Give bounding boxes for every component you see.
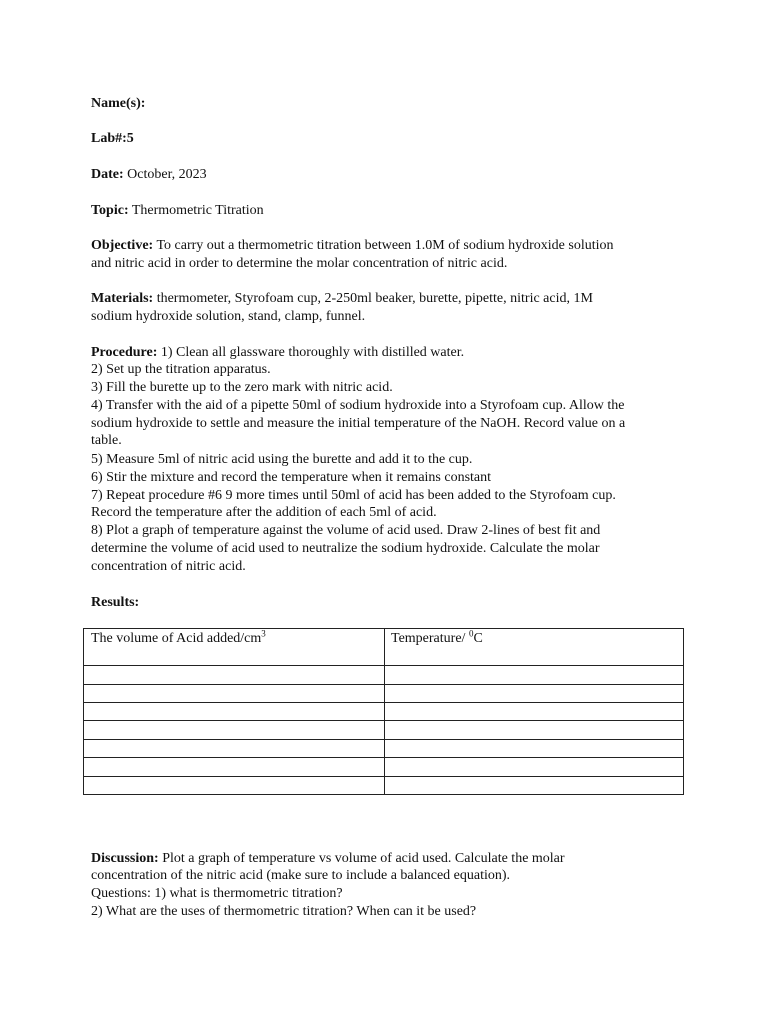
results-table xyxy=(83,628,684,795)
procedure-line-8: 6) Stir the mixture and record the temperature when it remains constant xyxy=(91,470,492,485)
objective-line-2: and nitric acid in order to determine the molar concentration of nitric acid. xyxy=(91,256,508,271)
procedure-line-6: table. xyxy=(91,433,122,448)
procedure-line-12: determine the volume of acid used to neutralize the sodium hydroxide. Calculate the molar xyxy=(91,541,600,556)
procedure-line-13: concentration of nitric acid. xyxy=(91,559,246,574)
table-row-border xyxy=(84,757,683,758)
topic-line: Topic: Thermometric Titration xyxy=(91,203,264,218)
procedure-line-3: 3) Fill the burette up to the zero mark with nitric acid. xyxy=(91,380,393,395)
table-row-border xyxy=(84,702,683,703)
names-label: Name(s): xyxy=(91,96,146,111)
table-header-volume: The volume of Acid added/$cm^3$ xyxy=(91,628,266,646)
procedure-line-11: 8) Plot a graph of temperature against the volume of acid used. Draw 2-lines of best fit and xyxy=(91,523,601,538)
table-row-border xyxy=(84,665,683,666)
discussion-line-1: Discussion: Plot a graph of temperature vs volume of acid used. Calculate the molar xyxy=(91,851,565,866)
materials-line-2: sodium hydroxide solution, stand, clamp, funnel. xyxy=(91,309,366,324)
table-row-border xyxy=(84,720,683,721)
table-header-temperature: Temperature/ $^0$C xyxy=(391,628,483,646)
table-row-border xyxy=(84,739,683,740)
procedure-line-4: 4) Transfer with the aid of a pipette 50ml of sodium hydroxide into a Styrofoam cup. Allow the xyxy=(91,398,625,413)
discussion-line-4: 2) What are the uses of thermometric titration? When can it be used? xyxy=(91,904,477,919)
procedure-line-9: 7) Repeat procedure #6 9 more times until 50ml of acid has been added to the Styrofoam cup. xyxy=(91,488,616,503)
materials-line-1: Materials: thermometer, Styrofoam cup, 2-250ml beaker, burette, pipette, nitric acid, 1M xyxy=(91,291,593,306)
date-line: Date: October, 2023 xyxy=(91,167,207,182)
procedure-line-10: Record the temperature after the addition of each 5ml of acid. xyxy=(91,505,437,520)
discussion-line-2: concentration of the nitric acid (make sure to include a balanced equation). xyxy=(91,868,511,883)
procedure-line-1: Procedure: 1) Clean all glassware thoroughly with distilled water. xyxy=(91,345,465,360)
procedure-line-5: sodium hydroxide to settle and measure the initial temperature of the NaOH. Record value on a xyxy=(91,416,626,431)
procedure-line-7: 5) Measure 5ml of nitric acid using the burette and add it to the cup. xyxy=(91,452,473,467)
lab-label: Lab#:5 xyxy=(91,131,134,146)
results-label: Results: xyxy=(91,595,140,610)
discussion-line-3: Questions: 1) what is thermometric titration? xyxy=(91,886,343,901)
objective-line-1: Objective: To carry out a thermometric titration between 1.0M of sodium hydroxide solution xyxy=(91,238,614,253)
table-column-divider xyxy=(384,629,385,794)
procedure-line-2: 2) Set up the titration apparatus. xyxy=(91,362,271,377)
table-row-border xyxy=(84,684,683,685)
table-row-border xyxy=(84,776,683,777)
